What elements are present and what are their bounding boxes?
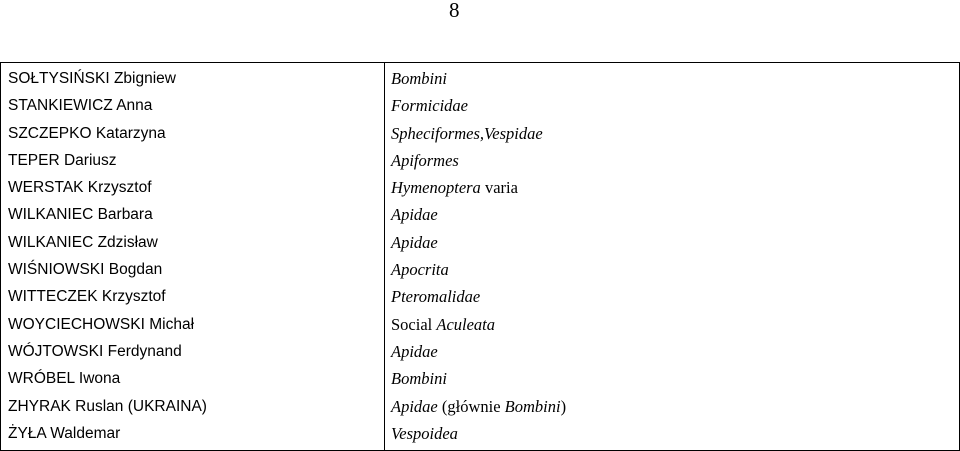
taxon-line bbox=[391, 120, 959, 147]
taxon-text: Bombini bbox=[504, 396, 561, 416]
taxon-text: Vespoidea bbox=[391, 423, 458, 443]
taxon-line bbox=[391, 147, 959, 174]
specialist-name: WERSTAK Krzysztof bbox=[8, 179, 152, 197]
taxon-line bbox=[391, 365, 959, 392]
specialist-name: ŻYŁA Waldemar bbox=[8, 424, 121, 442]
specialist-name: SOŁTYSIŃSKI Zbigniew bbox=[8, 70, 176, 87]
taxon-line bbox=[391, 174, 959, 201]
specialist-name: WOYCIECHOWSKI Michał bbox=[8, 315, 195, 333]
specialist-name: ZHYRAK Ruslan (UKRAINA) bbox=[8, 397, 207, 415]
specialist-name: WILKANIEC Barbara bbox=[8, 206, 153, 224]
taxon-text: Social bbox=[391, 314, 437, 334]
taxon-text: ) bbox=[560, 396, 567, 416]
taxon-line bbox=[391, 393, 959, 420]
taxon-text: (głównie bbox=[437, 396, 505, 416]
specialist-name: WRÓBEL Iwona bbox=[8, 370, 121, 388]
table-row bbox=[1, 63, 960, 451]
taxon-line bbox=[391, 338, 959, 365]
specialist-name: WIŚNIOWSKI Bogdan bbox=[8, 261, 163, 279]
taxon-text: Bombini bbox=[391, 369, 447, 389]
specialist-name: WITTECZEK Krzysztof bbox=[8, 288, 166, 306]
taxon-text: Apidae bbox=[391, 205, 438, 225]
taxon-text: Formicidae bbox=[391, 96, 468, 116]
names-cell bbox=[1, 63, 385, 451]
taxon-text: Bombini bbox=[391, 69, 447, 88]
taxon-text: Apidae bbox=[391, 396, 438, 416]
taxon-line bbox=[391, 420, 959, 447]
specialist-name: SZCZEPKO Katarzyna bbox=[8, 124, 166, 142]
taxon-text: Apocrita bbox=[391, 260, 449, 280]
specialist-name: TEPER Dariusz bbox=[8, 151, 117, 169]
taxon-line bbox=[391, 65, 959, 92]
taxon-text: Apiformes bbox=[391, 150, 459, 170]
taxon-text: Pteromalidae bbox=[391, 287, 481, 307]
taxon-text: Aculeata bbox=[436, 314, 496, 334]
taxa-cell bbox=[385, 63, 960, 451]
taxon-line bbox=[391, 229, 959, 256]
taxon-text: Apidae bbox=[391, 232, 438, 252]
specialists-table bbox=[0, 62, 960, 451]
taxon-text: Spheciformes,Vespidae bbox=[391, 123, 543, 143]
page-number: 8 bbox=[449, 0, 460, 22]
specialist-name: STANKIEWICZ Anna bbox=[8, 97, 153, 115]
taxon-line bbox=[391, 256, 959, 283]
taxon-text: varia bbox=[480, 178, 518, 198]
taxon-text: Hymenoptera bbox=[391, 178, 481, 198]
specialist-name: WÓJTOWSKI Ferdynand bbox=[8, 342, 182, 360]
taxon-line bbox=[391, 201, 959, 228]
taxon-line bbox=[391, 92, 959, 119]
taxon-text: Apidae bbox=[391, 341, 438, 361]
taxon-line bbox=[391, 283, 959, 310]
specialist-name: WILKANIEC Zdzisław bbox=[8, 233, 158, 251]
taxon-line bbox=[391, 311, 959, 338]
